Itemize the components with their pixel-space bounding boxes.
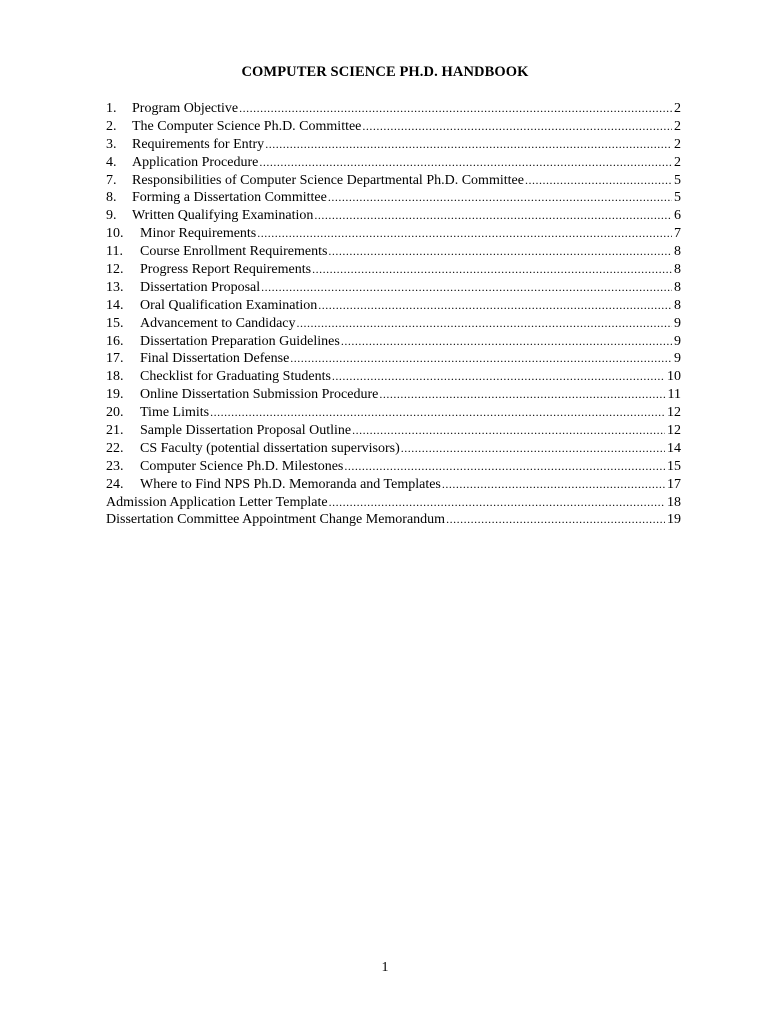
dot-leader bbox=[379, 386, 665, 404]
dot-leader bbox=[210, 404, 665, 422]
toc-entry-page: 9 bbox=[674, 333, 681, 349]
toc-entry[interactable] bbox=[106, 333, 681, 351]
toc-entry-label: Time Limits bbox=[140, 405, 210, 421]
toc-entry-number: 22. bbox=[106, 440, 124, 456]
toc-entry-label: Advancement to Candidacy bbox=[140, 315, 296, 331]
toc-entry[interactable] bbox=[106, 261, 681, 279]
toc-entry-label: Checklist for Graduating Students bbox=[140, 369, 331, 385]
toc-entry-page: 5 bbox=[674, 172, 681, 188]
dot-leader bbox=[442, 476, 665, 494]
toc-entry[interactable] bbox=[106, 189, 681, 207]
dot-leader bbox=[297, 315, 672, 333]
toc-entry-page: 7 bbox=[674, 226, 681, 242]
toc-entry-page: 9 bbox=[674, 351, 681, 367]
toc-entry[interactable] bbox=[106, 136, 681, 154]
toc-entry-label: Course Enrollment Requirements bbox=[140, 244, 328, 260]
toc-entry-label: Online Dissertation Submission Procedure bbox=[140, 387, 379, 403]
dot-leader bbox=[329, 494, 665, 512]
dot-leader bbox=[257, 225, 672, 243]
toc-entry-label: Requirements for Entry bbox=[132, 136, 265, 152]
toc-entry-number: 8. bbox=[106, 190, 117, 206]
toc-entry[interactable] bbox=[106, 118, 681, 136]
toc-entry-number: 12. bbox=[106, 262, 124, 278]
dot-leader bbox=[328, 243, 672, 261]
toc-entry-label: Program Objective bbox=[132, 101, 239, 116]
toc-entry-page: 2 bbox=[674, 136, 681, 152]
toc-entry-page: 19 bbox=[667, 512, 681, 528]
toc-entry[interactable] bbox=[106, 404, 681, 422]
toc-entry-label: Forming a Dissertation Committee bbox=[132, 190, 327, 206]
toc-entry[interactable] bbox=[106, 440, 681, 458]
toc-entry-number: 3. bbox=[106, 136, 117, 152]
dot-leader bbox=[446, 511, 665, 529]
toc-entry-page: 18 bbox=[667, 494, 681, 510]
toc-entry-label: Where to Find NPS Ph.D. Memoranda and Templates bbox=[140, 476, 441, 492]
toc-entry[interactable] bbox=[106, 494, 681, 512]
dot-leader bbox=[318, 297, 672, 315]
toc-entry-page: 17 bbox=[667, 476, 681, 492]
toc-entry[interactable] bbox=[106, 368, 681, 386]
toc-entry[interactable] bbox=[106, 476, 681, 494]
toc-entry-label: The Computer Science Ph.D. Committee bbox=[132, 118, 362, 134]
toc-entry[interactable] bbox=[106, 172, 681, 190]
toc-entry[interactable] bbox=[106, 458, 681, 476]
toc-entry-page: 8 bbox=[674, 279, 681, 295]
toc-entry-page: 14 bbox=[667, 440, 681, 456]
toc-entry-label: CS Faculty (potential dissertation supervisors) bbox=[140, 440, 400, 456]
toc-entry-number: 10. bbox=[106, 226, 124, 242]
dot-leader bbox=[265, 136, 672, 154]
toc-entry[interactable] bbox=[106, 154, 681, 172]
document-title: COMPUTER SCIENCE PH.D. HANDBOOK bbox=[241, 64, 529, 80]
toc-entry[interactable] bbox=[106, 297, 681, 315]
toc-entry-label: Dissertation Proposal bbox=[140, 279, 261, 295]
toc-entry[interactable] bbox=[106, 511, 681, 529]
toc-entry-number: 24. bbox=[106, 476, 124, 492]
dot-leader bbox=[344, 458, 665, 476]
toc-entry-number: 14. bbox=[106, 297, 124, 313]
dot-leader bbox=[290, 350, 672, 368]
toc-entry-number: 2. bbox=[106, 118, 117, 134]
toc-entry-label: Sample Dissertation Proposal Outline bbox=[140, 423, 352, 439]
toc-entry-page: 2 bbox=[674, 118, 681, 134]
toc-entry-number: 19. bbox=[106, 387, 124, 403]
toc-entry-page: 8 bbox=[674, 297, 681, 313]
toc-entry-label: Dissertation Preparation Guidelines bbox=[140, 333, 340, 349]
toc-entry-number: 13. bbox=[106, 279, 124, 295]
dot-leader bbox=[362, 118, 672, 136]
toc-entry-label: Progress Report Requirements bbox=[140, 262, 312, 278]
toc-entry-label: Oral Qualification Examination bbox=[140, 297, 318, 313]
toc-entry-label: Admission Application Letter Template bbox=[106, 494, 328, 510]
toc-entry-number: 7. bbox=[106, 172, 117, 188]
toc-entry-label: Dissertation Committee Appointment Change Memorandum bbox=[106, 512, 446, 528]
dot-leader bbox=[239, 100, 672, 118]
toc-entry-number: 16. bbox=[106, 333, 124, 349]
toc-entry-page: 11 bbox=[667, 387, 681, 403]
toc-entry-number: 1. bbox=[106, 101, 117, 116]
toc-entry-page: 15 bbox=[667, 458, 681, 474]
toc-entry-page: 12 bbox=[667, 405, 681, 421]
toc-entry-page: 6 bbox=[674, 208, 681, 224]
toc-entry-number: 11. bbox=[106, 244, 123, 260]
dot-leader bbox=[312, 261, 672, 279]
toc-entry-number: 15. bbox=[106, 315, 124, 331]
toc-entry-number: 9. bbox=[106, 208, 117, 224]
toc-entry[interactable] bbox=[106, 386, 681, 404]
toc-entry[interactable] bbox=[106, 422, 681, 440]
toc-entry-page: 9 bbox=[674, 315, 681, 331]
toc-entry[interactable] bbox=[106, 315, 681, 333]
toc-entry-label: Computer Science Ph.D. Milestones bbox=[140, 458, 344, 474]
toc-entry-page: 5 bbox=[674, 190, 681, 206]
toc-entry-label: Responsibilities of Computer Science Departmental Ph.D. Committee bbox=[132, 172, 524, 188]
toc-entry-label: Application Procedure bbox=[132, 154, 259, 170]
toc-entry-number: 23. bbox=[106, 458, 124, 474]
toc-entry-label: Written Qualifying Examination bbox=[132, 208, 314, 224]
toc-entry-page: 8 bbox=[674, 262, 681, 278]
dot-leader bbox=[314, 207, 672, 225]
toc-entry-page: 12 bbox=[667, 423, 681, 439]
toc-entry-number: 4. bbox=[106, 154, 117, 170]
toc-entry-page: 8 bbox=[674, 244, 681, 260]
dot-leader bbox=[328, 189, 672, 207]
toc-entry-page: 2 bbox=[674, 154, 681, 170]
toc-entry-label: Minor Requirements bbox=[140, 226, 257, 242]
toc-entry-page: 2 bbox=[674, 101, 681, 116]
toc-entry[interactable] bbox=[106, 243, 681, 261]
toc-entry-number: 18. bbox=[106, 369, 124, 385]
dot-leader bbox=[352, 422, 665, 440]
page-number: 1 bbox=[381, 960, 389, 975]
toc-entry[interactable] bbox=[106, 350, 681, 368]
toc-entry[interactable] bbox=[106, 279, 681, 297]
dot-leader bbox=[525, 172, 672, 190]
dot-leader bbox=[259, 154, 672, 172]
toc-entry[interactable] bbox=[106, 225, 681, 243]
toc-entry[interactable] bbox=[106, 100, 681, 118]
dot-leader bbox=[401, 440, 665, 458]
dot-leader bbox=[332, 368, 665, 386]
dot-leader bbox=[341, 333, 672, 351]
toc-entry-label: Final Dissertation Defense bbox=[140, 351, 290, 367]
toc-entry-number: 21. bbox=[106, 423, 124, 439]
toc-entry-page: 10 bbox=[667, 369, 681, 385]
toc-entry-number: 17. bbox=[106, 351, 124, 367]
toc-entry-number: 20. bbox=[106, 405, 124, 421]
dot-leader bbox=[261, 279, 672, 297]
table-of-contents bbox=[106, 100, 681, 529]
toc-entry[interactable] bbox=[106, 207, 681, 225]
